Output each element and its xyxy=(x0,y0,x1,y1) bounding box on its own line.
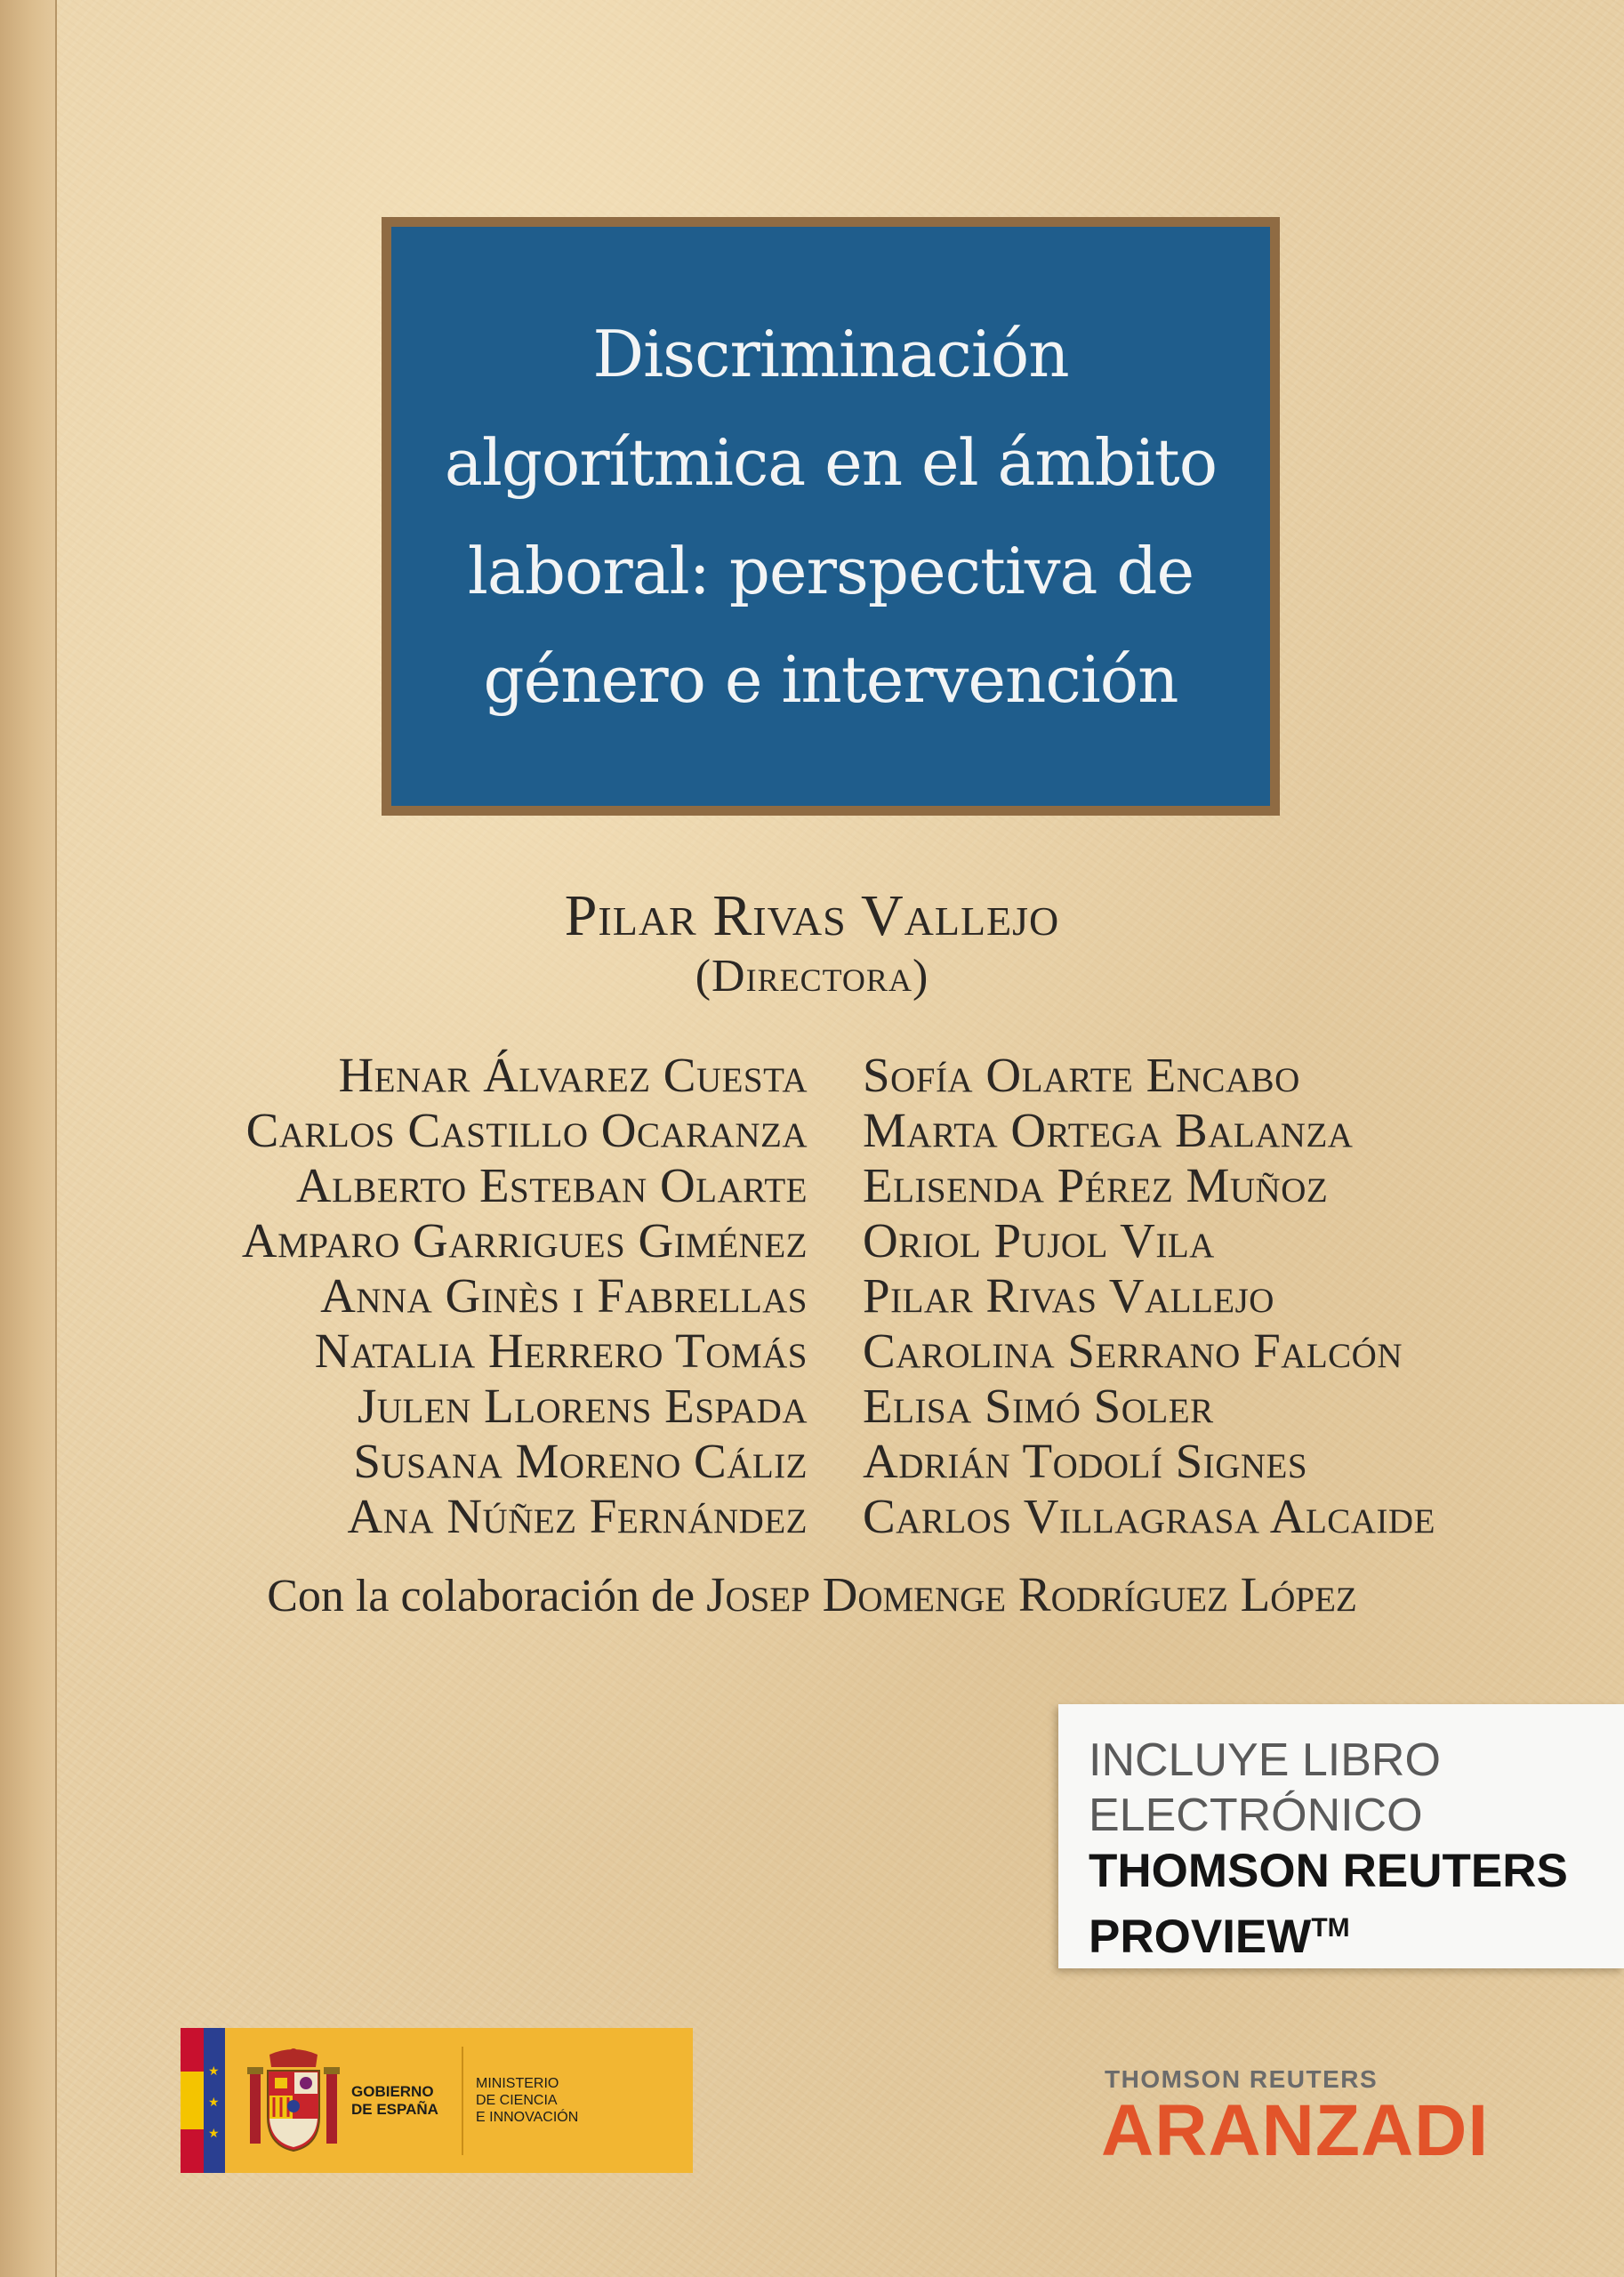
ebook-product xyxy=(1089,1900,1624,1966)
title-line: género e intervención xyxy=(483,641,1178,717)
authors-left-column xyxy=(242,1048,808,1544)
director-role: (Directora) xyxy=(695,951,929,1002)
ministry-name: MINISTERIO DE CIENCIA E INNOVACIÓN xyxy=(476,2076,579,2125)
author-name: Ana Núñez Fernández xyxy=(347,1489,808,1543)
logo-divider xyxy=(462,2047,463,2155)
author-name: Pilar Rivas Vallejo xyxy=(863,1268,1274,1323)
government-panel xyxy=(225,2028,693,2173)
book-title xyxy=(445,300,1217,734)
author-name: Susana Moreno Cáliz xyxy=(353,1434,808,1488)
spine-edge xyxy=(0,0,57,2277)
director-name: Pilar Rivas Vallejo xyxy=(564,883,1060,948)
ebook-line: ELECTRÓNICO xyxy=(1089,1790,1423,1841)
government-logo xyxy=(181,2028,693,2173)
collaboration-prefix: Con la colaboración de xyxy=(267,1571,695,1621)
collaboration-line xyxy=(0,1565,1624,1626)
author-name: Julen Llorens Espada xyxy=(357,1379,808,1433)
coat-of-arms-icon xyxy=(245,2048,342,2154)
eu-star-icon: ★ xyxy=(208,2126,220,2140)
author-name: Natalia Herrero Tomás xyxy=(314,1324,808,1378)
title-line: Discriminación xyxy=(592,316,1069,391)
title-frame xyxy=(382,217,1280,816)
publisher-imprint-logo: ARANZADI xyxy=(1101,2090,1490,2171)
eu-flag-strip xyxy=(204,2028,225,2173)
author-name: Elisenda Pérez Muñoz xyxy=(863,1158,1329,1212)
publisher-group: THOMSON REUTERS xyxy=(1105,2065,1379,2093)
author-name: Elisa Simó Soler xyxy=(863,1379,1214,1433)
ebook-line: INCLUYE LIBRO xyxy=(1089,1734,1441,1786)
eu-star-icon: ★ xyxy=(208,2095,220,2109)
author-name: Carlos Castillo Ocaranza xyxy=(245,1103,808,1157)
author-name: Carolina Serrano Falcón xyxy=(863,1324,1403,1378)
title-box xyxy=(391,227,1270,806)
eu-star-icon: ★ xyxy=(208,2064,220,2078)
author-name: Oriol Pujol Vila xyxy=(863,1213,1215,1267)
authors-right-column xyxy=(863,1048,1435,1544)
author-name: Carlos Villagrasa Alcaide xyxy=(863,1489,1435,1543)
government-name: GOBIERNO DE ESPAÑA xyxy=(351,2082,438,2118)
author-name: Alberto Esteban Olarte xyxy=(295,1158,808,1212)
spain-flag-strip xyxy=(181,2028,204,2173)
author-name: Anna Ginès i Fabrellas xyxy=(320,1268,808,1323)
ebook-sticker xyxy=(1058,1704,1624,1968)
author-name: Henar Álvarez Cuesta xyxy=(338,1048,808,1102)
title-line: laboral: perspectiva de xyxy=(467,533,1194,608)
author-name: Sofía Olarte Encabo xyxy=(863,1048,1300,1102)
author-name: Amparo Garrigues Giménez xyxy=(241,1213,808,1267)
trademark-mark: TM xyxy=(1311,1913,1350,1943)
ebook-product-name: PROVIEW xyxy=(1089,1911,1312,1963)
collaborator-name: Josep Domenge Rodríguez López xyxy=(706,1567,1357,1621)
title-line: algorítmica en el ámbito xyxy=(444,424,1218,500)
author-name: Marta Ortega Balanza xyxy=(863,1103,1354,1157)
author-name: Adrián Todolí Signes xyxy=(863,1434,1308,1488)
ebook-brand: THOMSON REUTERS xyxy=(1089,1845,1568,1897)
